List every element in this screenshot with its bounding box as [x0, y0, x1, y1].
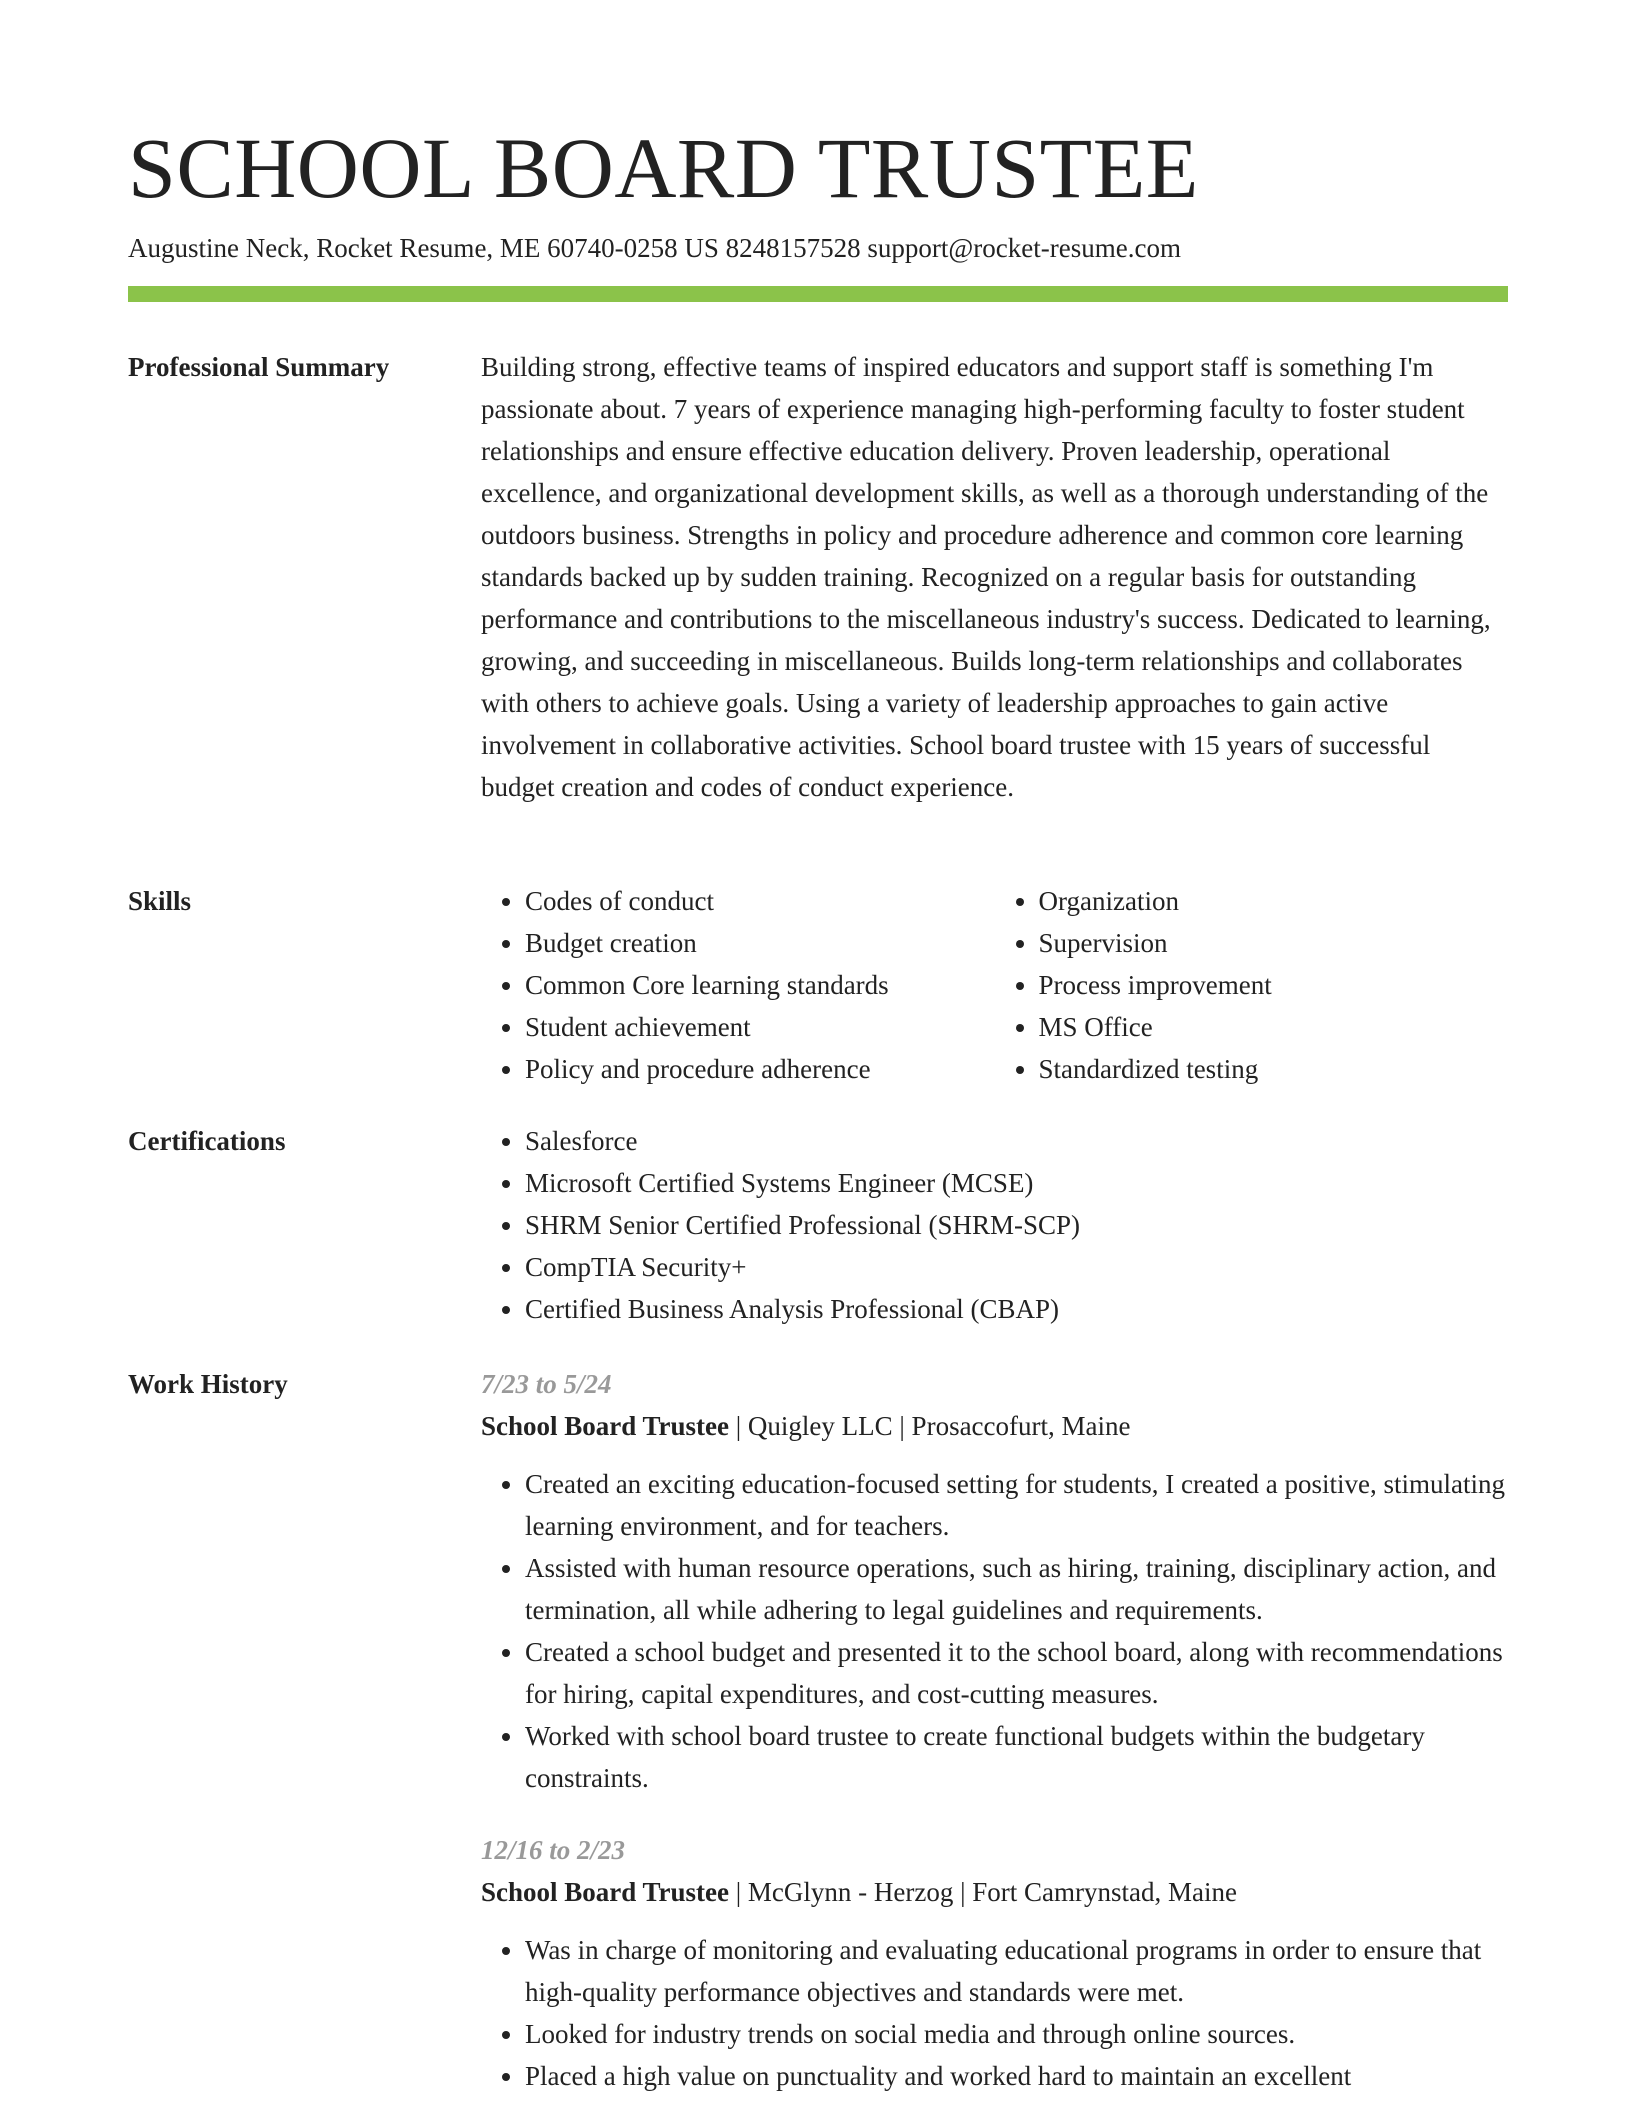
certification-item: • CompTIA Security+	[525, 1246, 1508, 1288]
job-bullet: • Was in charge of monitoring and evaluating educational programs in order to ensure that high-quality performance objectives and standards were met.	[525, 1929, 1508, 2013]
skill-item: • Standardized testing	[1039, 1048, 1509, 1090]
job-details: | Quigley LLC | Prosaccofurt, Maine	[729, 1411, 1131, 1441]
job-title: School Board Trustee	[481, 1877, 730, 1907]
skill-item: • Budget creation	[525, 922, 995, 964]
contact-line: Augustine Neck, Rocket Resume, ME 60740-0258 US 8248157528 support@rocket-resume.com	[128, 233, 1181, 263]
section-label-skills: Skills	[128, 886, 192, 916]
summary-body	[481, 346, 1508, 808]
job-bullet: • Assisted with human resource operations, such as hiring, training, disciplinary action, and termination, all while adhering to legal guidelines and requirements.	[525, 1547, 1508, 1631]
certifications-list	[481, 1120, 1508, 1330]
resume-title: SCHOOL BOARD TRUSTEE	[128, 120, 1199, 216]
section-label-work-history: Work History	[128, 1369, 288, 1399]
section-label-summary: Professional Summary	[128, 352, 390, 382]
job-entry	[481, 1829, 1508, 2097]
job-entry	[481, 1363, 1508, 1799]
skills-list-left	[481, 880, 995, 1090]
skill-item: • Common Core learning standards	[525, 964, 995, 1006]
certification-item: • Certified Business Analysis Professional (CBAP)	[525, 1288, 1508, 1330]
job-dates: 7/23 to 5/24	[481, 1369, 612, 1399]
job-title: School Board Trustee	[481, 1411, 730, 1441]
skill-item: • Student achievement	[525, 1006, 995, 1048]
job-details: | McGlynn - Herzog | Fort Camrynstad, Maine	[729, 1877, 1237, 1907]
job-bullet: • Worked with school board trustee to create functional budgets within the budgetary constraints.	[525, 1715, 1508, 1799]
skill-item: • Policy and procedure adherence	[525, 1048, 995, 1090]
skills-list-right	[995, 880, 1509, 1090]
job-bullet: • Looked for industry trends on social media and through online sources.	[525, 2013, 1508, 2055]
summary-text: Building strong, effective teams of inspired educators and support staff is something I'm passionate about. 7 years of experience managing high-performing faculty to foster student relationships and ensure effective education delivery. Proven leadership, operational excellence, and organizational development skills, as well as a thorough understanding of the outdoors business. Strengths in policy and procedure adherence and common core learning standards backed up by sudden training. Recognized on a regular basis for outstanding performance and contributions to the miscellaneous industry's success. Dedicated to learning, growing, and succeeding in miscellaneous. Builds long-term relationships and collaborates with others to achieve goals. Using a variety of leadership approaches to gain active involvement in collaborative activities. School board trustee with 15 years of successful budget creation and codes of conduct experience.	[481, 352, 1491, 802]
skill-item: • MS Office	[1039, 1006, 1509, 1048]
section-label-certifications: Certifications	[128, 1126, 286, 1156]
job-title-line	[481, 1871, 1508, 1913]
certification-item: • SHRM Senior Certified Professional (SHRM-SCP)	[525, 1204, 1508, 1246]
job-bullet: • Created an exciting education-focused setting for students, I created a positive, stimulating learning environment, and for teachers.	[525, 1463, 1508, 1547]
certification-item: • Microsoft Certified Systems Engineer (MCSE)	[525, 1162, 1508, 1204]
job-bullet: • Created a school budget and presented it to the school board, along with recommendations for hiring, capital expenditures, and cost-cutting measures.	[525, 1631, 1508, 1715]
work-history-body	[481, 1363, 1508, 2127]
certifications-body	[481, 1120, 1508, 1330]
job-title-line	[481, 1405, 1508, 1447]
skill-item: • Supervision	[1039, 922, 1509, 964]
skill-item: • Process improvement	[1039, 964, 1509, 1006]
job-bullets	[481, 1929, 1508, 2097]
skill-item: • Codes of conduct	[525, 880, 995, 922]
skill-item: • Organization	[1039, 880, 1509, 922]
accent-divider	[128, 286, 1508, 302]
skills-columns	[481, 880, 1508, 1090]
job-bullets	[481, 1463, 1508, 1799]
job-bullet: • Placed a high value on punctuality and worked hard to maintain an excellent	[525, 2055, 1508, 2097]
certification-item: • Salesforce	[525, 1120, 1508, 1162]
job-dates: 12/16 to 2/23	[481, 1835, 626, 1865]
